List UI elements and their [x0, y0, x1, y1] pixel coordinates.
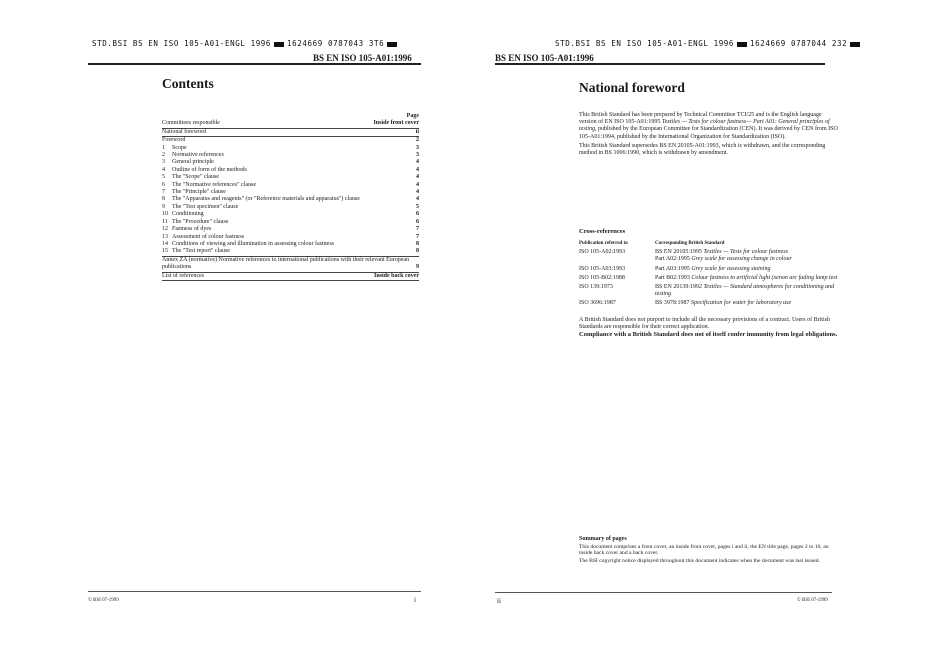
toc-row-clause[interactable]: 13 Assessment of colour fastness 7 — [162, 233, 419, 240]
barcode-block-icon — [387, 42, 397, 47]
disclaimer: A British Standard does not purport to include all the necessary provisions of a contract. Users of British Standards are responsible for their correct application. — [579, 317, 830, 331]
summary-of-pages — [579, 536, 841, 565]
toc-row-clause[interactable]: 3 General principle 4 — [162, 159, 419, 166]
foreword-paragraph: This British Standard supersedes BS EN 20105-A01:1993, which is withdrawn, and the corresponding method in BS 1006:1990, which is withdrawn by amendment. — [579, 142, 826, 157]
toc-row-clause[interactable]: 9 The "Test specimen" clause 5 — [162, 203, 419, 210]
right-header-stamp: STD.BSI BS EN ISO 105-A01-ENGL 1996 1624669 0787044 232 — [555, 39, 863, 48]
xref-column-header: Publication referred to — [579, 241, 628, 246]
summary-heading: Summary of pages — [579, 536, 627, 542]
left-header-stamp: STD.BSI BS EN ISO 105-A01-ENGL 1996 1624669 0787043 3T6 — [92, 39, 400, 48]
toc-row-references[interactable]: List of references Inside back cover — [162, 272, 419, 281]
barcode-block-icon — [274, 42, 284, 47]
xref-row: ISO 105-A03:1993 Part A03:1995 Grey scale for assessing staining — [579, 265, 771, 272]
toc-row[interactable]: Foreword 2 — [162, 137, 419, 144]
xref-row: ISO 139:1973 BS EN 20139:1992 Textiles — Standard atmospheres for conditioning and testing — [579, 284, 835, 298]
foreword-body — [579, 112, 839, 159]
toc-row-clause[interactable]: 4 Outline of form of the methods 4 — [162, 166, 419, 173]
toc-row-annex[interactable]: Annex ZA (normative) Normative references to international publications with their relevant European publications 9 — [162, 256, 419, 271]
toc-row-clause[interactable]: 11 The "Procedure" clause 6 — [162, 218, 419, 225]
foreword-title: National foreword — [579, 80, 685, 95]
toc-row-clause[interactable]: 14 Conditions of viewing and illumination in assessing colour fastness 8 — [162, 240, 419, 247]
toc-row-clause[interactable]: 5 The "Scope" clause 4 — [162, 174, 419, 181]
toc-row[interactable]: National foreword ii — [162, 129, 419, 137]
toc-row-clause[interactable]: 8 The "Apparatus and reagents" (or "Reference materials and apparatus") clause 4 — [162, 196, 419, 203]
barcode-block-icon — [737, 42, 747, 47]
toc-row[interactable]: Committees responsible Inside front cover — [162, 120, 419, 128]
right-standard-title: BS EN ISO 105-A01:1996 — [495, 53, 594, 63]
cross-references-heading: Cross-references — [579, 228, 626, 235]
xref-row: ISO 3696:1987 BS 3978:1987 Specification for water for laboratory use — [579, 300, 792, 307]
toc-row-clause[interactable]: 10 Conditioning 6 — [162, 211, 419, 218]
left-standard-title: BS EN ISO 105-A01:1996 — [313, 53, 412, 63]
page-column-label: Page — [406, 113, 419, 119]
header-rule — [495, 63, 825, 65]
toc-row-clause[interactable]: 1 Scope 3 — [162, 144, 419, 151]
header-rule — [88, 63, 421, 65]
contents-title: Contents — [162, 76, 214, 91]
left-copyright: © BSI 07-1999 — [88, 598, 119, 603]
right-copyright: © BSI 07-1999 — [797, 598, 828, 603]
compliance-note: Compliance with a British Standard does not of itself confer immunity from legal obligations. — [579, 331, 838, 338]
toc-row-clause[interactable]: 2 Normative references 3 — [162, 152, 419, 159]
foreword-paragraph: This British Standard has been prepared by Technical Committee TCI/25 and is the English language version of EN ISO 105-A01:1995 Textiles — Tests for colour fastness— Part A01: General principles of testing, published by the European Committee for Standardization (CEN). It was derived by CEN from ISO 105-A01:1994, published by the International Organization for Standardization (ISO). — [579, 112, 838, 140]
xref-row: ISO 105-A02:1993 BS EN 20105:1995 Textiles — Tests for colour fastness Part A02:1995 Grey scale for assessing change in colour — [579, 249, 792, 263]
summary-line: This document comprises a front cover, an inside front cover, pages i and ii, the EN title page, pages 2 to 10, an inside back cover and a back cover. — [579, 543, 829, 557]
toc-row-clause[interactable]: 7 The "Principle" clause 4 — [162, 189, 419, 196]
xref-column-header: Corresponding British Standard — [655, 241, 725, 246]
cross-references-table — [579, 240, 841, 310]
toc-row-clause[interactable]: 12 Fastness of dyes 7 — [162, 226, 419, 233]
toc-row-clause[interactable]: 6 The "Normative references" clause 4 — [162, 181, 419, 188]
left-page-number: i — [414, 596, 416, 604]
right-page-number: ii — [497, 597, 501, 605]
footer-rule — [495, 592, 832, 593]
contents-table — [162, 113, 419, 281]
summary-line: The BSI copyright notice displayed throughout this document indicates when the document was last issued. — [579, 557, 820, 564]
xref-row: ISO 105-B02:1988 Part B02:1993 Colour fastness to artificial light (xenon arc fading lamp test — [579, 274, 838, 281]
footer-rule — [88, 591, 421, 592]
barcode-block-icon — [850, 42, 860, 47]
toc-row-clause[interactable]: 15 The "Test report" clause 8 — [162, 248, 419, 255]
